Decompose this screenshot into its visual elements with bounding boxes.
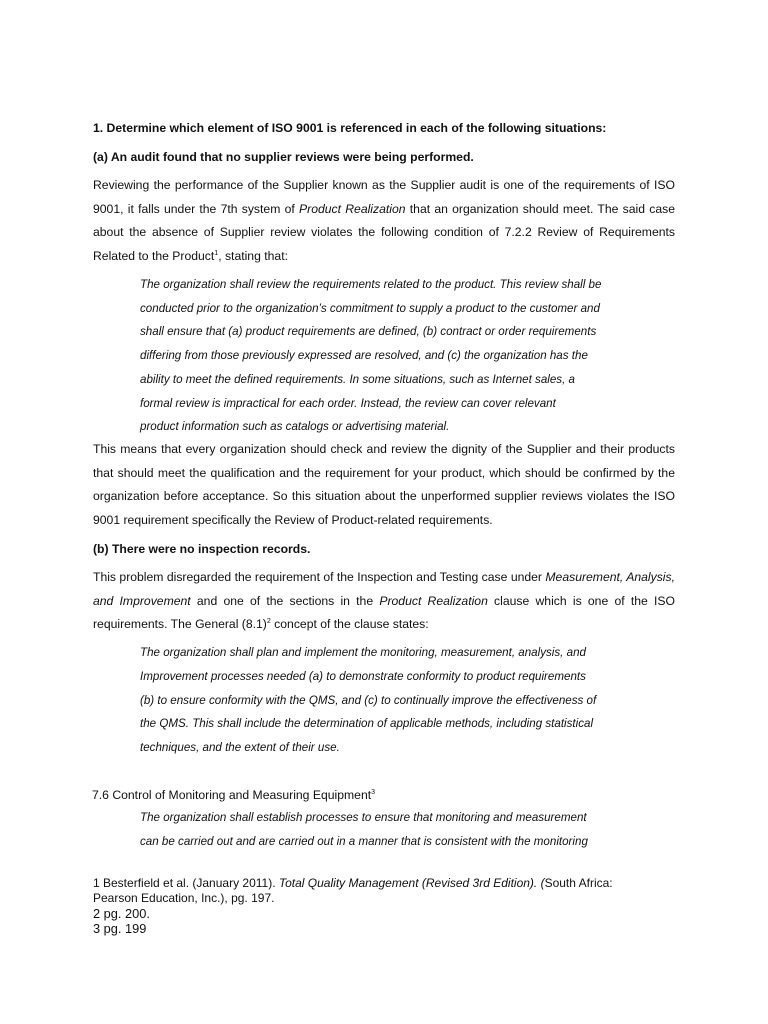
emphasis-product-realization: Product Realization [299, 201, 406, 216]
footnote-ref-3: 3 [371, 789, 376, 796]
section-b-heading: (b) There were no inspection records. [93, 542, 311, 556]
text-run: , stating that: [218, 248, 288, 263]
section-7-6-heading [92, 788, 375, 802]
section-a-heading: (a) An audit found that no supplier reviews were being performed. [93, 150, 474, 164]
quote-line: can be carried out and are carried out in a manner that is consistent with the monitoring [140, 835, 588, 848]
footnote-1-line-2: Pearson Education, Inc.), pg. 197. [93, 891, 275, 905]
footnote-ref-2: 2 [266, 618, 271, 625]
section-a-paragraph-1 [93, 174, 675, 268]
text-run: South Africa: [544, 876, 613, 890]
quote-line: product information such as catalogs or advertising material. [140, 420, 450, 433]
emphasis-book-title: Total Quality Management (Revised 3rd Edition). ( [278, 876, 545, 890]
text-run: that an organization should meet. The said case about the absence of Supplier review violates the following condition of 7.2.2 Review of Requirements Related to the Product [93, 201, 676, 263]
footnote-ref-1: 1 [214, 249, 219, 257]
footnote-3: 3 pg. 199 [93, 921, 147, 936]
text-run: concept of the clause states: [270, 617, 429, 631]
text-run: Reviewing the performance of the Supplier known as the Supplier audit is one of the requirements of ISO 9001, it falls under the 7th system of [93, 178, 675, 216]
footnote-2: 2 pg. 200. [93, 906, 150, 921]
quote-line: the QMS. This shall include the determination of applicable methods, including statistical [140, 717, 594, 730]
question-1-heading: 1. Determine which element of ISO 9001 is referenced in each of the following situations: [93, 121, 607, 135]
quote-line: (b) to ensure conformity with the QMS, and (c) to continually improve the effectiveness of [140, 694, 597, 707]
quote-line: conducted prior to the organization’s commitment to supply a product to the customer and [140, 302, 600, 315]
quote-line: ability to meet the defined requirements. In some situations, such as Internet sales, a [140, 373, 575, 386]
text-run: This problem disregarded the requirement of the Inspection and Testing case under [93, 570, 546, 584]
text-run: and one of the sections in the [190, 593, 380, 608]
text-run: 7.6 Control of Monitoring and Measuring Equipment [92, 788, 372, 802]
section-b-paragraph-1 [93, 566, 675, 637]
quote-line: techniques, and the extent of their use. [140, 741, 340, 754]
quote-line: The organization shall plan and implement the monitoring, measurement, analysis, and [140, 646, 586, 659]
quote-line: differing from those previously expressed are resolved, and (c) the organization has the [140, 349, 588, 362]
footnote-1 [93, 876, 613, 891]
text-run: clause which is one of the ISO requirements. The General (8.1) [93, 593, 675, 631]
section-a-paragraph-2: This means that every organization should check and review the dignity of the Supplier and their products that should meet the qualification and the requirement for your product, which should be confirmed by the organization before acceptance. So this situation about the unperformed supplier reviews violates the ISO 9001 requirement specifically the Review of Product-related requirements. [93, 442, 675, 527]
emphasis-measurement: Measurement, Analysis, and Improvement [93, 570, 675, 608]
text-run: 1 Besterfield et al. (January 2011). [93, 876, 279, 890]
quote-line: formal review is impractical for each order. Instead, the review can cover relevant [140, 397, 556, 410]
quote-line: Improvement processes needed (a) to demonstrate conformity to product requirements [140, 670, 586, 683]
quote-line: The organization shall establish processes to ensure that monitoring and measurement [140, 811, 587, 824]
quote-line: shall ensure that (a) product requirements are defined, (b) contract or order requirements [140, 325, 597, 338]
quote-line: The organization shall review the requirements related to the product. This review shall be [140, 278, 602, 291]
emphasis-product-realization: Product Realization [379, 593, 488, 608]
